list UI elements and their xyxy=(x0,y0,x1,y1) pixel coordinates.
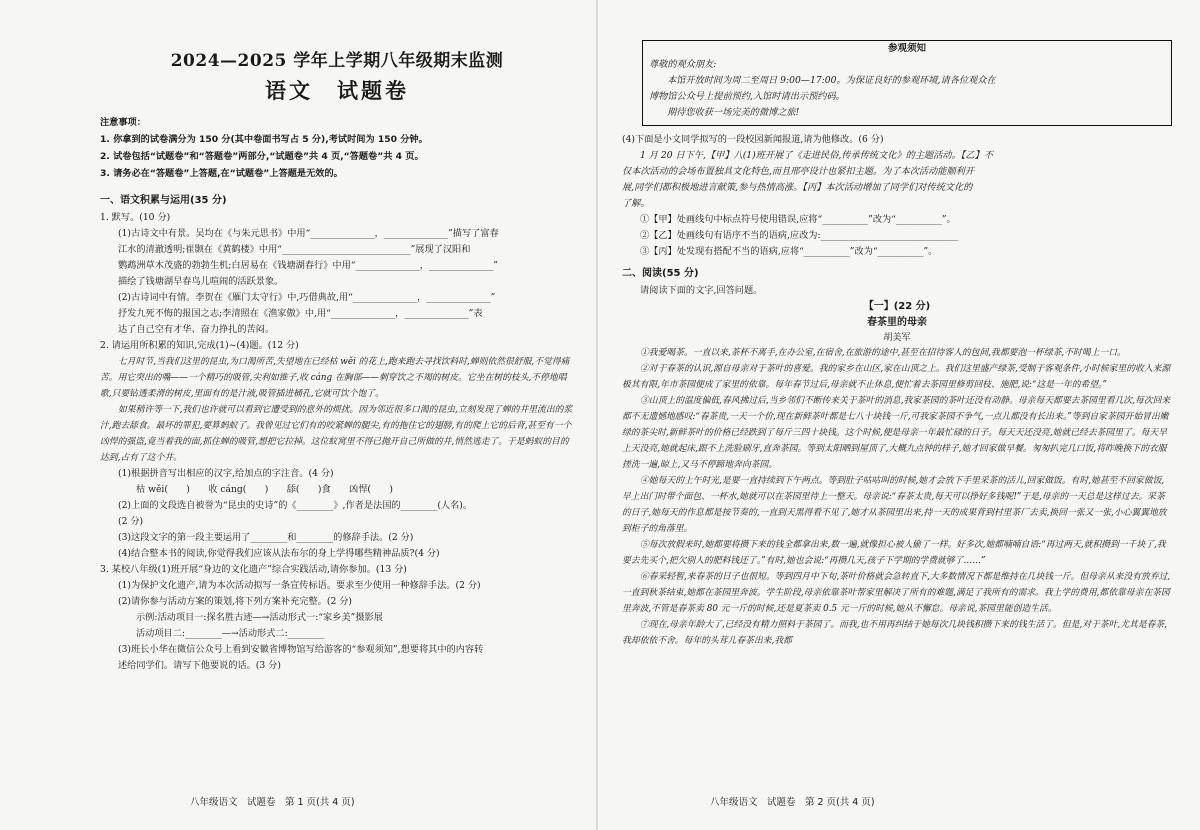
q1-1-line: 描绘了钱塘湖早春鸟儿喧闹的活跃景象。 xyxy=(118,276,284,287)
visitor-notice-box xyxy=(642,40,1172,126)
note-item: 1. 你拿到的试卷满分为 150 分(其中卷面书写占 5 分),考试时间为 150 分钟。 xyxy=(100,134,428,145)
question-2-2: (2)上面的文段选自被誉为“昆虫的史诗”的《________》,作者是法国的________(人名)。 xyxy=(118,500,473,511)
question-3-4: (4)下面是小文同学拟写的一段校园新闻报道,请为他修改。(6 分) xyxy=(622,134,884,145)
question-3-2: (2)请你参与活动方案的策划,将下列方案补充完整。(2 分) xyxy=(118,596,352,607)
notice-line: 尊敬的观众朋友: xyxy=(649,59,717,70)
news-line: 1 月 20 日下午,【甲】八(1)班开展了《走进民俗,传承传统文化》的主题活动。【乙】不 xyxy=(640,150,993,161)
essay-title: 春茶里的母亲 xyxy=(867,317,927,328)
question-2-4: (4)结合整本书的阅读,你觉得我们应该从法布尔的身上学得哪些精神品质?(4 分) xyxy=(118,548,440,559)
essay-paragraph: ②对于春茶的认识,源自母亲对于茶叶的喜爱。我的家乡在山区,家在山顶之上。我们这里盛产绿茶,受制于客观条件,小时候家里的收入来源极其有限,年市茶园便成了家里的依靠。每年春节过后,母亲就不止休息,便忙着去茶园里修剪回枝、施肥,说:“这是一年的希望。” xyxy=(622,364,1171,390)
fix-item-2: ②【乙】处画线句有语序不当的语病,应改为:______________________________ xyxy=(640,230,959,241)
q1-2-line: 达了自己空有才华、奋力挣扎的苦闷。 xyxy=(118,324,275,335)
section-2-heading: 二、阅读(55 分) xyxy=(622,268,699,279)
news-line: 了解。 xyxy=(622,198,650,209)
q1-1-line: 江水的清澈透明;崔颢在《黄鹤楼》中用“____________________________”展现了汉阳和 xyxy=(118,244,471,255)
fix-item-3: ③【丙】处发现有搭配不当的语病,应将“__________”改为“__________”。 xyxy=(640,246,938,257)
q1-1-line: 鹦鹉洲草木茂盛的勃勃生机;白居易在《钱塘湖春行》中用“______________，______________” xyxy=(118,260,498,271)
q1-2-line: (2)古诗词中有情。李贺在《雁门太守行》中,巧借典故,用“______________，______________” xyxy=(118,292,496,303)
q2-1-items: 枯 wěi( ) 收 cáng( ) 舔( )食 凶悍( ) xyxy=(136,484,393,495)
note-item: 3. 请务必在“答题卷”上答题,在“试题卷”上答题是无效的。 xyxy=(100,168,343,179)
essay-paragraph: ①我爱喝茶。一直以来,茶杯不离手,在办公室,在宿舍,在旅游的途中,甚至在招待客人的包间,我都要泡一杯绿茶,不时喝上一口。 xyxy=(640,348,1126,358)
section-1-heading: 一、语文积累与运用(35 分) xyxy=(100,195,227,206)
reading-passage-para: 如果稍许等一下,我们也许就可以看到它遭受到的意外的烦扰。因为邻近很多口渴的昆虫,立刻发现了蝉的井里流出的浆汁,跑去舔食。最坏的罪犯,要算蚂蚁了。我曾见过它们有的咬紧蝉的腿尖,有的拖住它的翅膀,有的爬上它的后背,甚至有一个凶悍的强盗,竟当着我的面,抓住蝉的吸管,想把它拉掉。这位蚁窝里不得已抛开自己所做的井,悄然逃走了。于是蚂蚁的目的达到,占有了这个井。 xyxy=(100,405,573,463)
news-line: 展,同学们都积极地进言献策,参与热情高涨。【丙】本次活动增加了同学们对传统文化的 xyxy=(622,182,973,193)
q3-2-example: 示例:活动项目一:探名胜古迹—→活动形式一:“家乡美”摄影展 xyxy=(136,612,383,623)
question-1: 1. 默写。(10 分) xyxy=(100,212,171,223)
notice-line: 本馆开放时间为周二至周日 9:00—17:00。为保证良好的参观环境,请各位观众在 xyxy=(667,75,996,86)
question-2: 2. 请运用所积累的知识,完成(1)~(4)题。(12 分) xyxy=(100,340,299,351)
exam-title: 2024—2025 学年上学期八年级期末监测 xyxy=(170,51,504,71)
right-page xyxy=(600,0,1200,830)
essay-paragraph: ⑦现在,母亲年龄大了,已经没有精力照料于茶园了。而我,也不用再纠结于她每次几块钱积攒下来的钱生活了。但是,对于茶叶,尤其是春茶,我却依依不舍。每年的头茸儿春茶出来,我都 xyxy=(622,620,1167,646)
notice-line: 期待您收获一场完美的微博之旅! xyxy=(667,107,800,118)
q1-2-line: 抒发九死不悔的报国之志;李清照在《渔家傲》中,用“______________，______________”表 xyxy=(118,308,483,319)
question-3-1: (1)为保护文化遗产,请为本次活动拟写一条宣传标语。要求至少使用一种修辞手法。(2 分) xyxy=(118,580,481,591)
exam-subtitle: 语文 试题卷 xyxy=(265,79,409,103)
q3-2-item: 活动项目二:________—→活动形式二:________ xyxy=(136,628,325,639)
right-page-footer: 八年级语文 试题卷 第 2 页(共 4 页) xyxy=(710,797,875,808)
notice-title: 参观须知 xyxy=(887,43,926,54)
question-2-2-score: (2 分) xyxy=(118,516,144,527)
notice-line: 博物馆公众号上提前预约,入馆时请出示预约码。 xyxy=(649,91,845,102)
reading-part-label: 【一】(22 分) xyxy=(863,301,931,312)
essay-paragraph: ⑥春采轻暂,来春茶的日子也很短。等到四月中下旬,茶叶价格就会急转直下,大多数情况下都是维持在几块钱一斤。但母亲从来没有放弃过,一直到秋茶结束,她都在茶园里奔波。学生阶段,母亲依靠茶叶帮家里解决了所有的难题,满足了我所有的需求。我上学的费用,都依靠母亲在茶园里奔波,不管是春茶卖 80 元一斤的时候,还是夏茶卖 0.5 元一斤的时候,她从不懈怠。母亲说,茶园里能创造生活。 xyxy=(622,572,1171,614)
essay-paragraph: ⑤每次放假来时,她都要将攒下来的钱全都拿出来,数一遍,就像担心被人偷了一样。好多次,她都喃喃自语:“再过两天,就积攒到一千块了,我要去先买个,把欠别人的肥料钱还了。”有时,她也会说:“再攒几天,孩子下学期的学费就够了……” xyxy=(622,540,1166,566)
essay-paragraph: ④她每天的上午时光,是要一直持续到下午两点。等到肚子咕咕叫的时候,她才会放下手里采茶的活儿,回家做饭。有时,她甚至不回家做饭,早上出门时带个面包、一杯水,她就可以在茶园里待上一整天。母亲说:“春茶太贵,每天可以挣好多钱呢!”于是,母亲的一天总是这样过去。采茶的日子,她每天的作息都是按节奏的,一直到天黑得看不见了,她才从茶园里出来,持一天的成果背到村里茶厂去卖,换回一张又一张,小心翼翼地放到柜子的角落里。 xyxy=(622,476,1167,534)
left-page-footer: 八年级语文 试题卷 第 1 页(共 4 页) xyxy=(190,797,355,808)
note-item: 2. 试卷包括“试题卷”和“答题卷”两部分,“试题卷”共 4 页,“答题卷”共 4 页。 xyxy=(100,151,424,162)
q1-1-line: (1)古诗文中有景。吴均在《与朱元思书》中用“______________，______________”描写了富春 xyxy=(118,228,499,239)
reading-passage-para: 七月时节,当我们这里的昆虫,为口渴所苦,失望地在已经枯 wěi 的花上,跑来跑去寻找饮料时,蝉则依然很舒服,不觉得痛苦。用它突出的嘴——一个精巧的吸管,尖利如锥子,收 cáng 在胸部——刺穿饮之不竭的树皮。它坐在树的枝头,不停地唱歌,只要钻透柔滑的树皮,里面有的是汁液,吸管插进桶孔,它就可饮个饱了。 xyxy=(100,357,570,399)
fix-item-1: ①【甲】处画线句中标点符号使用错误,应将“__________”改为“__________”。 xyxy=(640,214,956,225)
question-3-3-cont: 述给同学们。请写下他要说的话。(3 分) xyxy=(118,660,281,671)
question-3-3: (3)班长小华在微信公众号上看到安徽省博物馆写给游客的“参观须知”,想要将其中的内容转 xyxy=(118,644,484,655)
question-2-1: (1)根据拼音写出相应的汉字,给加点的字注音。(4 分) xyxy=(118,468,334,479)
question-2-3: (3)这段文字的第一段主要运用了________和________的修辞手法。(2 分) xyxy=(118,532,414,543)
notes-heading: 注意事项： xyxy=(100,117,146,128)
reading-instruction: 请阅读下面的文字,回答问题。 xyxy=(640,285,763,296)
essay-paragraph: ③山顶上的温度偏低,春风拂过后,当乡邻们不断传来关于茶叶的消息,我家茶园的茶叶还没有动静。母亲每天都要去茶园里看几次,每次回来都不无遗憾地感叹:“春茶贵,一天一个价,现在新鲜茶叶都是七八十块钱一斤,可我家茶园不争气,一点儿都没有长出来。”等到自家茶园开始冒出嫩绿的茶尖时,新鲜茶叶的价格已经跌到了每斤三四十块钱。这个时候,便是母亲一年最忙碌的日子。每天天还没亮,她就已经去茶园里了。每天早上天没亮,她就起床,跟不上洗脸刷牙,直奔茶园。等到太阳晒到屋顶了,大概九点钟的样子,她才回家做早餐。匆匆扒完几口饭,将昨晚换下的衣服搓洗一遍,晾上,又马不停蹄地奔向茶园。 xyxy=(622,396,1171,470)
question-3: 3. 某校八年级(1)班开展“身边的文化遗产”综合实践活动,请你参加。(13 分) xyxy=(100,564,407,575)
news-line: 仅本次活动的会场布置独具文化特色,而且邢亭设计也紧扣主题。为了本次活动能顺利开 xyxy=(622,166,975,177)
essay-author: 胡美军 xyxy=(883,333,911,343)
